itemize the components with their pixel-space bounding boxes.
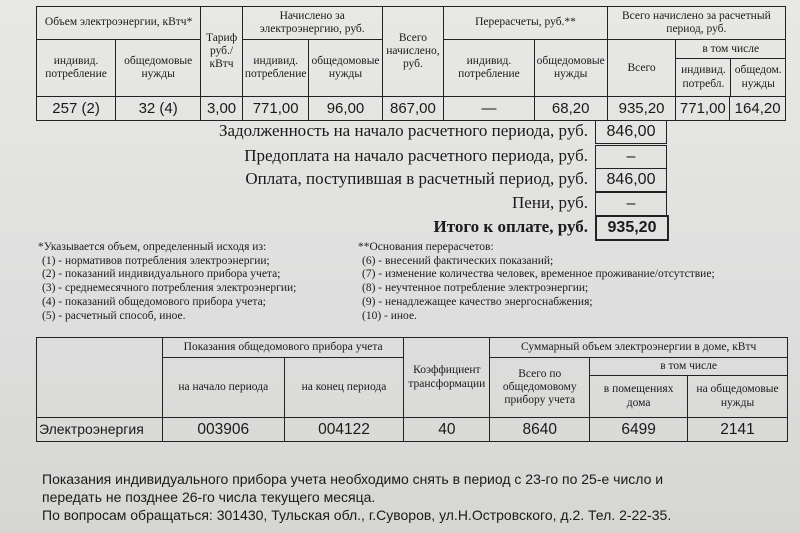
header-total-charged: Всего начислено, руб. <box>382 7 444 97</box>
header-total-period: Всего начислено за расчетный период, руб. <box>607 7 785 40</box>
volume-note-item: (4) - показаний общедомового прибора учета; <box>42 295 266 308</box>
recalc-note-item: (6) - внесений фактических показаний; <box>362 254 554 267</box>
header-incl-common: общедом. нужды <box>734 64 782 90</box>
cell-total-charged: 867,00 <box>382 97 444 121</box>
prepayment-label: Предоплата на начало расчетного периода, руб. <box>244 146 588 165</box>
header-charged-individual: индивид. потребление <box>242 40 309 97</box>
cell-tariff: 3,00 <box>201 97 243 121</box>
cell-total-individual: 771,00 <box>676 97 730 121</box>
cell-common-volume: 2141 <box>688 418 788 442</box>
cell-rooms-volume: 6499 <box>590 418 688 442</box>
header-incl-individual: индивид. потребл. <box>676 59 731 96</box>
header-common-needs: на общедомовые нужды <box>688 376 788 418</box>
header-including: в том числе <box>590 358 788 376</box>
payment-value: 846,00 <box>595 168 667 192</box>
cell-total-common: 164,20 <box>730 97 786 121</box>
header-recalc-individual: индивид. потребление <box>444 40 534 97</box>
recalc-note-item: (9) - ненадлежащее качество энергоснабжения; <box>362 295 593 308</box>
prepayment-value: – <box>595 145 667 169</box>
header-meter-total: Всего по общедомовому прибору учета <box>490 358 590 418</box>
cell-total-all: 935,20 <box>607 97 676 121</box>
cell-common-volume: 32 (4) <box>116 97 201 121</box>
common-meter-table <box>36 337 788 442</box>
cell-recalc-individual: — <box>444 97 534 121</box>
header-including: в том числе <box>676 40 785 59</box>
row-label-electricity: Электроэнергия <box>37 418 163 442</box>
meter-row <box>37 418 788 442</box>
total-due-value: 935,20 <box>595 215 669 241</box>
recalc-note-item: (10) - иное. <box>362 309 417 322</box>
header-period-end: на конец периода <box>284 358 404 418</box>
header-recalc-common: общедомовые нужды <box>534 40 607 97</box>
header-period-start: на начало периода <box>162 358 284 418</box>
header-total-volume: Суммарный объем электроэнергии в доме, кВтч <box>490 338 788 358</box>
payment-label: Оплата, поступившая в расчетный период, руб. <box>245 169 588 188</box>
cell-transform-coef: 40 <box>404 418 490 442</box>
volume-note-item: (5) - расчетный способ, иное. <box>42 309 186 322</box>
header-individual: индивид. потребление <box>37 40 116 97</box>
cell-recalc-common: 68,20 <box>534 97 607 121</box>
volume-notes <box>38 241 296 323</box>
recalc-notes-title: **Основания перерасчетов: <box>358 241 494 253</box>
header-transform-coef: Коэффициент трансформации <box>404 338 490 418</box>
footer-line: Показания индивидуального прибора учета необходимо снять в период с 23-го по 25-е число и <box>42 471 664 487</box>
footer-notice <box>42 470 671 524</box>
header-recalculations: Перерасчеты, руб.** <box>444 7 607 40</box>
total-due-label: Итого к оплате, руб. <box>433 217 588 236</box>
cell-individual-volume: 257 (2) <box>37 97 116 121</box>
cell-meter-total: 8640 <box>490 418 590 442</box>
cell-end-reading: 004122 <box>284 418 404 442</box>
header-in-rooms: в помещениях дома <box>590 376 688 418</box>
header-charged-common: общедомовые нужды <box>309 40 382 97</box>
volume-notes-title: *Указывается объем, определенный исходя из: <box>38 241 267 253</box>
recalc-note-item: (8) - неучтенное потребление электроэнергии; <box>362 282 589 295</box>
cell-start-reading: 003906 <box>162 418 284 442</box>
debt-value: 846,00 <box>595 120 667 144</box>
header-meter-readings: Показания общедомового прибора учета <box>162 338 403 358</box>
debt-label: Задолженность на начало расчетного периода, руб. <box>218 121 588 140</box>
header-tariff: Тариф руб./ кВтч <box>201 7 243 97</box>
footer-line: По вопросам обращаться: 301430, Тульская обл., г.Суворов, ул.Н.Островского, д.2. Тел. 2-22-35. <box>42 507 672 523</box>
header-energy-volume: Объем электроэнергии, кВтч* <box>37 7 201 40</box>
recalc-notes <box>358 241 715 323</box>
penalty-label: Пени, руб. <box>512 193 588 212</box>
volume-note-item: (1) - нормативов потребления электроэнергии; <box>42 254 270 267</box>
volume-note-item: (2) - показаний индивидуального прибора учета; <box>42 268 281 281</box>
footer-line: передать не позднее 26-го числа текущего месяца. <box>42 489 376 505</box>
cell-charged-common: 96,00 <box>309 97 382 121</box>
volume-note-item: (3) - среднемесячного потребления электроэнергии; <box>42 282 297 295</box>
penalty-value: – <box>595 192 667 216</box>
recalc-note-item: (7) - изменение количества человек, временное проживание/отсутствие; <box>362 268 715 281</box>
cell-charged-individual: 771,00 <box>242 97 309 121</box>
header-common: общедомовые нужды <box>116 40 201 97</box>
charges-row <box>37 97 786 121</box>
header-total-all: Всего <box>627 62 656 74</box>
charges-table <box>36 6 786 121</box>
header-charged: Начислено за электроэнергию, руб. <box>242 7 382 40</box>
